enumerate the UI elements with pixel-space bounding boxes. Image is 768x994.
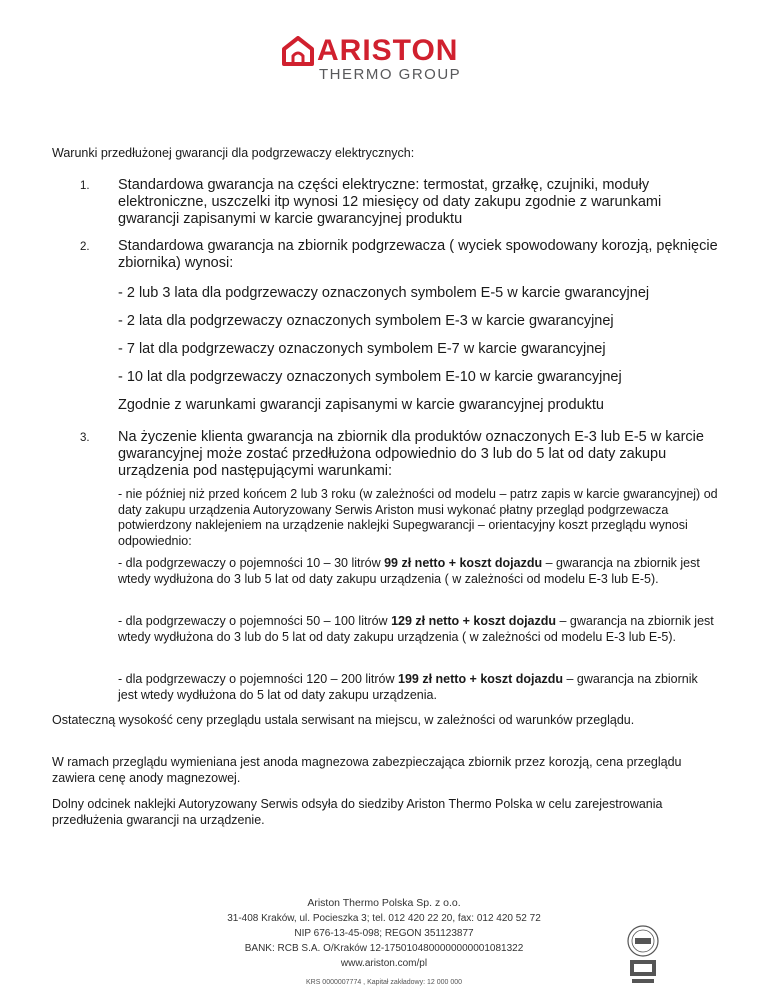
sub-item: - 2 lub 3 lata dla podgrzewaczy oznaczonych symbolem E-5 w karcie gwarancyjnej bbox=[118, 285, 650, 301]
footer-bank: BANK: RCB S.A. O/Kraków 12-1750104800000000001081322 bbox=[244, 943, 524, 954]
item-number: 2. bbox=[80, 241, 90, 253]
ariston-logo bbox=[282, 36, 492, 86]
brand-name: ARISTON bbox=[317, 34, 459, 67]
price-amount: 199 zł netto + koszt dojazdu bbox=[398, 672, 563, 686]
house-icon bbox=[282, 36, 314, 66]
brand-subtitle: THERMO GROUP bbox=[319, 66, 462, 83]
item-number: 3. bbox=[80, 432, 90, 444]
sub-item: - 10 lat dla podgrzewaczy oznaczonych symbolem E-10 w karcie gwarancyjnej bbox=[118, 369, 622, 385]
price-item: - dla podgrzewaczy o pojemności 50 – 100 litrów 129 zł netto + koszt dojazdu – gwarancja na zbiornik jest wtedy wydłużona do 3 lub do 5 lat od daty zakupu urządzenia ( w zależności od modelu E-3 lub E-5). bbox=[118, 614, 714, 644]
closing-paragraph: W ramach przeglądu wymieniana jest anoda magnezowa zabezpieczająca zbiornik przez korozją, cena przeglądu zawiera cenę anody magnezowej. bbox=[52, 755, 682, 785]
price-amount: 99 zł netto + koszt dojazdu bbox=[384, 556, 543, 570]
footer-krs: KRS 0000007774 , Kapitał zakładowy: 12 000 000 bbox=[305, 979, 463, 986]
closing-paragraph: Ostateczną wysokość ceny przeglądu ustala serwisant na miejscu, w zależności od warunków przeglądu. bbox=[52, 713, 635, 727]
condition-text: - nie później niż przed końcem 2 lub 3 roku (w zależności od modelu – patrz zapis w karcie gwarancyjnej) od daty zakupu urządzenia Autoryzowany Serwis Ariston musi wykonać płatny przegląd podgrzewacza potwierdzony naklejeniem na urządzenie naklejki Supegwarancji – orientacyjny koszt przeglądu wynosi odpowiednio: bbox=[118, 487, 718, 548]
certification-badge-icon bbox=[626, 924, 660, 986]
item-text: Standardowa gwarancja na zbiornik podgrzewacza ( wyciek spowodowany korozją, pęknięcie zbiornika) wynosi: bbox=[118, 238, 718, 271]
closing-paragraph: Dolny odcinek naklejki Autoryzowany Serwis odsyła do siedziby Ariston Thermo Polska w celu zarejestrowania przedłużenia gwarancji na urządzenie. bbox=[52, 797, 663, 827]
item-text: Na życzenie klienta gwarancja na zbiornik dla produktów oznaczonych E-3 lub E-5 w karcie gwarancyjnej może zostać przedłużona odpowiednio do 3 lub do 5 lat od daty zakupu urządzenia pod następującymi warunkami: bbox=[118, 429, 704, 479]
footer-web: www.ariston.com/pl bbox=[340, 958, 428, 969]
footer-address: 31-408 Kraków, ul. Pocieszka 3; tel. 012 420 22 20, fax: 012 420 52 72 bbox=[227, 913, 541, 924]
sub-item: - 7 lat dla podgrzewaczy oznaczonych symbolem E-7 w karcie gwarancyjnej bbox=[118, 341, 606, 357]
intro-heading: Warunki przedłużonej gwarancji dla podgrzewaczy elektrycznych: bbox=[52, 146, 415, 160]
item-number: 1. bbox=[80, 180, 90, 192]
sub-item-note: Zgodnie z warunkami gwarancji zapisanymi w karcie gwarancyjnej produktu bbox=[118, 397, 604, 413]
footer-company: Ariston Thermo Polska Sp. z o.o. bbox=[307, 897, 461, 909]
item-text: Standardowa gwarancja na części elektryczne: termostat, grzałkę, czujniki, moduły elektroniczne, uszczelki itp wynosi 12 miesięcy od daty zakupu zgodnie z warunkami gwarancji zapisanymi w karcie gwarancyjnej produktu bbox=[118, 177, 662, 227]
price-amount: 129 zł netto + koszt dojazdu bbox=[391, 614, 557, 628]
price-item: - dla podgrzewaczy o pojemności 10 – 30 litrów 99 zł netto + koszt dojazdu – gwarancja na zbiornik jest wtedy wydłużona do 3 lub 5 lat od daty zakupu urządzenia ( w zależności od modelu E-3 lub E-5). bbox=[118, 556, 700, 586]
sub-item: - 2 lata dla podgrzewaczy oznaczonych symbolem E-3 w karcie gwarancyjnej bbox=[118, 313, 614, 329]
footer-ids: NIP 676-13-45-098; REGON 351123877 bbox=[294, 928, 474, 939]
price-item: - dla podgrzewaczy o pojemności 120 – 200 litrów 199 zł netto + koszt dojazdu – gwarancja na zbiornik jest wtedy wydłużona do 5 lat od daty zakupu urządzenia. bbox=[118, 672, 698, 702]
